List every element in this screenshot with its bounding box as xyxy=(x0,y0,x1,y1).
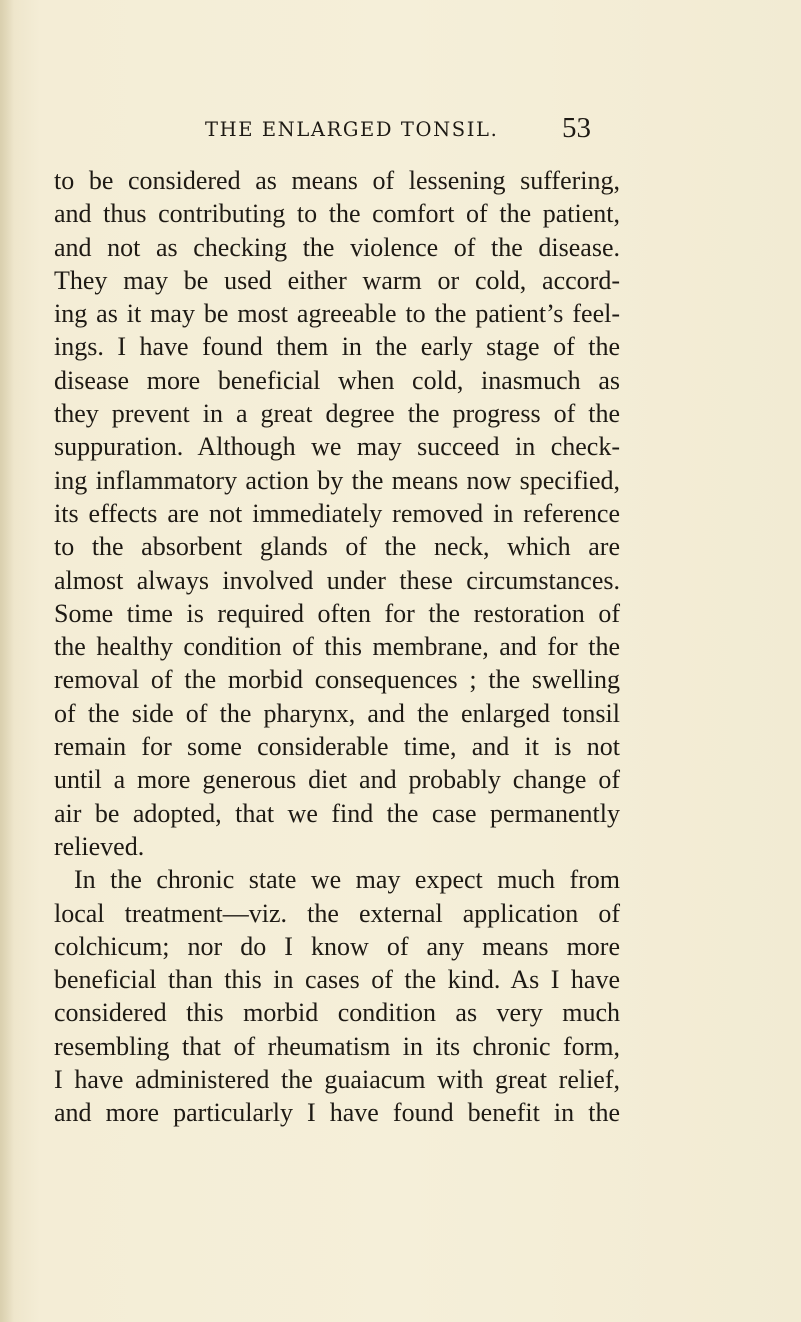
text-line: colchicum; nor do I know of any means more xyxy=(54,931,620,961)
text-line: ings. I have found them in the early stage of the xyxy=(54,332,620,362)
text-line: suppuration. Although we may succeed in check- xyxy=(54,432,620,462)
text-line: Some time is required often for the restoration of xyxy=(54,598,620,628)
text-line: disease more beneficial when cold, inasmuch as xyxy=(54,365,620,395)
text-line: air be adopted, that we find the case permanently xyxy=(54,798,620,828)
text-line: remain for some considerable time, and it is not xyxy=(54,732,620,762)
running-title: THE ENLARGED TONSIL. xyxy=(205,118,499,141)
text-line: they prevent in a great degree the progress of the xyxy=(54,399,620,429)
text-line: almost always involved under these circumstances. xyxy=(54,565,620,595)
text-line: until a more generous diet and probably change of xyxy=(54,765,620,795)
text-line: and more particularly I have found benefit in the xyxy=(54,1098,620,1128)
text-line: I have administered the guaiacum with great relief, xyxy=(54,1065,620,1095)
text-line: beneficial than this in cases of the kind. As I have xyxy=(54,965,620,995)
text-line: relieved. xyxy=(54,831,145,861)
text-line: to the absorbent glands of the neck, which are xyxy=(54,532,620,562)
text-line: the healthy condition of this membrane, and for the xyxy=(54,632,620,662)
text-line: ing inflammatory action by the means now specified, xyxy=(54,465,620,495)
text-line: In the chronic state we may expect much from xyxy=(74,865,620,895)
text-line: ing as it may be most agreeable to the patient’s feel- xyxy=(54,299,620,329)
text-line: They may be used either warm or cold, accord- xyxy=(54,265,620,295)
text-line: resembling that of rheumatism in its chronic form, xyxy=(54,1031,620,1061)
text-line: considered this morbid condition as very much xyxy=(54,998,620,1028)
page-number: 53 xyxy=(562,112,591,144)
text-line: its effects are not immediately removed in reference xyxy=(54,498,620,528)
page-gutter-shadow xyxy=(0,0,14,1322)
text-line: removal of the morbid consequences ; the swelling xyxy=(54,665,620,695)
text-line: and thus contributing to the comfort of the patient, xyxy=(54,199,620,229)
text-line: to be considered as means of lessening suffering, xyxy=(54,166,620,195)
text-line: of the side of the pharynx, and the enlarged tonsil xyxy=(54,698,620,728)
body-text xyxy=(54,164,620,1130)
text-line: local treatment—viz. the external application of xyxy=(54,898,620,928)
text-line: and not as checking the violence of the disease. xyxy=(54,232,620,262)
